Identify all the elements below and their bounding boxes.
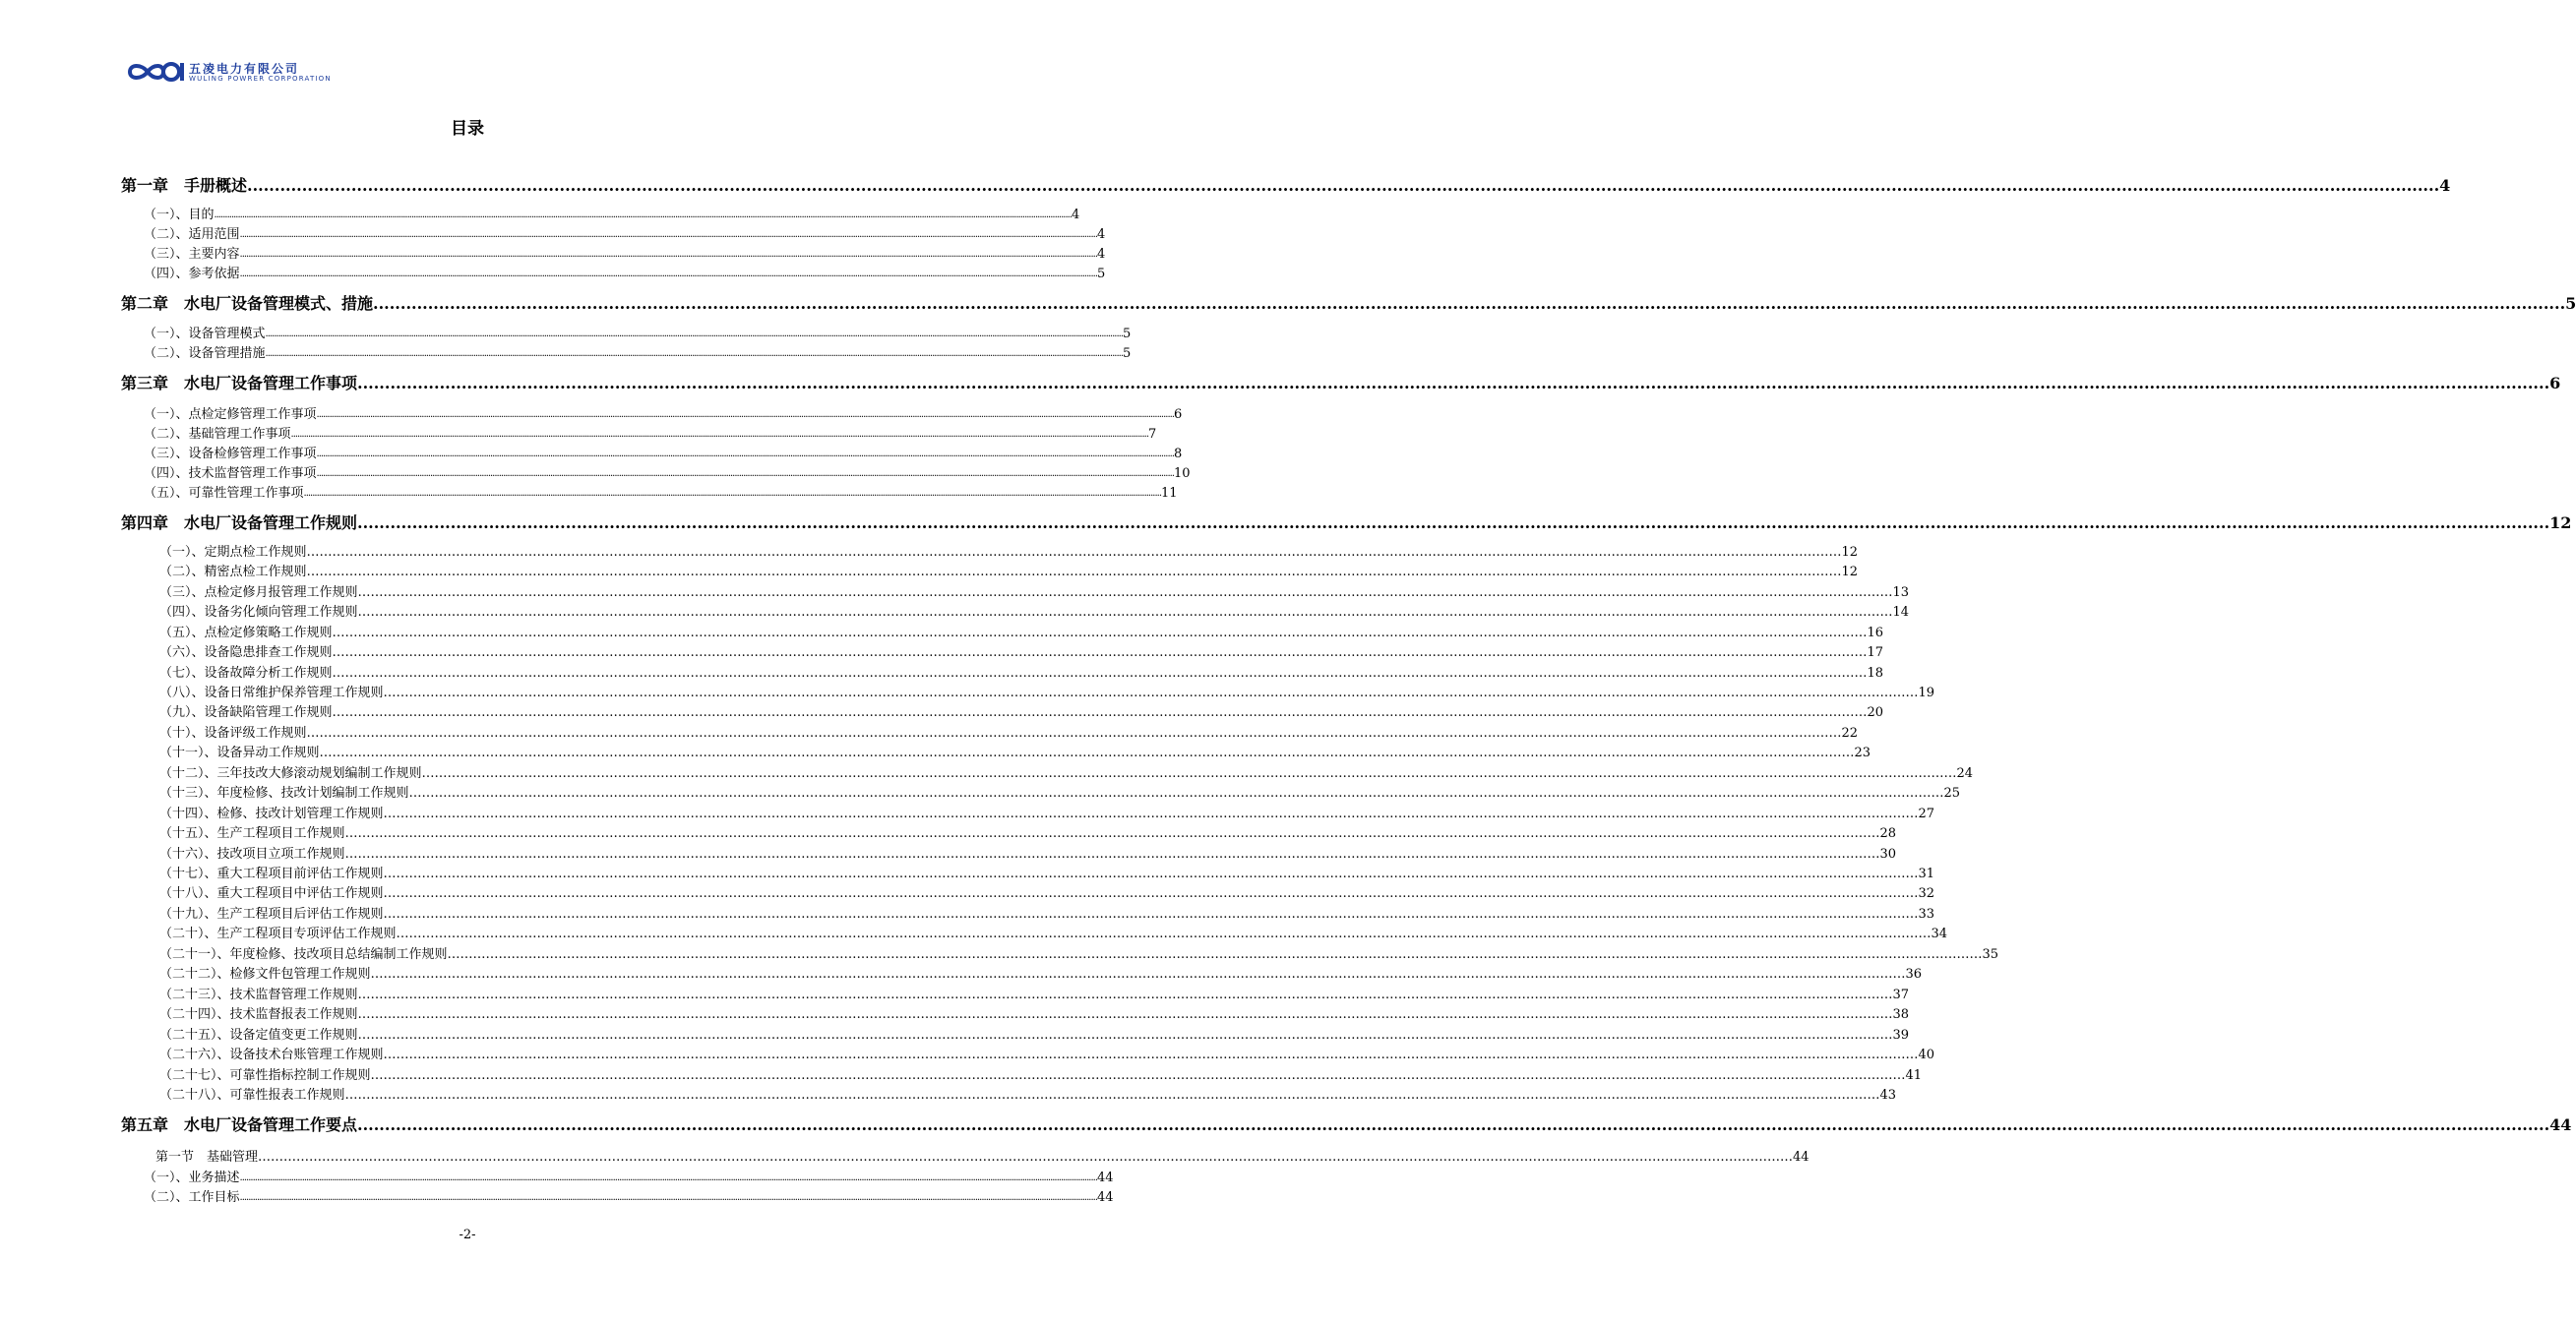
toc-entry-label: （十三）、年度检修、技改计划编制工作规则 [159, 786, 409, 801]
toc-entry-page: 4 [1097, 227, 1106, 242]
toc-entry[interactable] [121, 373, 2561, 394]
toc-leader-dots: ……………………………………………………………………………………………………………………………………………………………………………………………………………………………………………………………………………………………………………………………… [357, 605, 1893, 620]
toc-entry-label: （九）、设备缺陷管理工作规则 [159, 705, 333, 720]
toc-leader-dots: ……………………………………………………………………………………………………………………………………………………………………………………………………………………………………………………………………………………………………………………………… [258, 1150, 1794, 1165]
toc-entry[interactable] [144, 207, 1080, 224]
toc-entry-label: （十九）、生产工程项目后评估工作规则 [159, 907, 384, 922]
toc-entry-page: 37 [1892, 988, 1910, 1002]
toc-entry-page: 6 [1174, 407, 1183, 422]
toc-leader-dots: ................................................................................................................................................................................................................................................................................................................................................................................................................ [265, 329, 1123, 339]
toc-entry-label: （二十六）、设备技术台账管理工作规则 [159, 1048, 384, 1062]
toc-leader-dots: ……………………………………………………………………………………………………………………………………………………………………………………………………………………………………………………………………………………………………………………………… [357, 988, 1893, 1002]
toc-entry-label: （十八）、重大工程项目中评估工作规则 [159, 886, 384, 901]
toc-entry-label: （八）、设备日常维护保养管理工作规则 [159, 686, 384, 700]
toc-entry-page: 19 [1918, 686, 1935, 700]
toc-entry-page: 44 [1097, 1171, 1114, 1185]
toc-entry[interactable] [144, 1189, 1114, 1207]
toc-leader-dots: ……………………………………………………………………………………………………………………………………………………………………………………………………………………………………………………………………………………………………………………………… [344, 1088, 1880, 1103]
toc-entry-label: （二）、设备管理措施 [144, 346, 266, 361]
toc-entry[interactable] [159, 685, 1935, 702]
toc-entry-label: 第四章 水电厂设备管理工作规则 [121, 513, 358, 532]
toc-entry[interactable] [159, 1027, 1910, 1045]
toc-entry-label: （二）、适用范围 [144, 227, 240, 242]
toc-entry-page: 23 [1854, 746, 1871, 760]
toc-entry-label: （二十三）、技术监督管理工作规则 [159, 988, 358, 1002]
company-name-cn: 五凌电力有限公司 [189, 62, 300, 76]
toc-leader-dots: ……………………………………………………………………………………………………………………………………………………………………………………………………………………………………………………………………………………………………………………………… [383, 867, 1919, 881]
toc-entry[interactable] [159, 765, 1974, 783]
page-number: -2- [459, 1228, 476, 1242]
toc-leader-dots: ……………………………………………………………………………………………………………………………………………………………………………………………………………………………………………………………………………………………………………………………… [357, 1007, 1893, 1022]
toc-entry[interactable] [159, 665, 1884, 683]
toc-entry-label: （三）、设备检修管理工作事项 [144, 447, 317, 461]
toc-entry[interactable] [144, 465, 1191, 483]
toc-entry[interactable] [159, 745, 1871, 762]
toc-entry-label: （七）、设备故障分析工作规则 [159, 666, 333, 681]
toc-entry[interactable] [159, 906, 1935, 924]
toc-entry-page: 32 [1918, 886, 1935, 901]
toc-entry-label: （一）、点检定修管理工作事项 [144, 407, 317, 422]
toc-entry-page: 30 [1879, 847, 1897, 862]
toc-entry-label: （二十八）、可靠性报表工作规则 [159, 1088, 345, 1103]
toc-leader-dots: ................................................................................................................................................................................................................................................................................................................................................................................................................ [357, 513, 2550, 532]
toc-leader-dots: ……………………………………………………………………………………………………………………………………………………………………………………………………………………………………………………………………………………………………………………………… [357, 1028, 1893, 1043]
toc-leader-dots: ……………………………………………………………………………………………………………………………………………………………………………………………………………………………………………………………………………………………………………………………… [396, 927, 1932, 941]
toc-entry-page: 38 [1892, 1007, 1910, 1022]
toc-leader-dots: ................................................................................................................................................................................................................................................................................................................................................................................................................ [247, 176, 2440, 195]
toc-entry-page: 40 [1918, 1048, 1935, 1062]
toc-entry[interactable] [159, 644, 1884, 662]
toc-entry-label: （十六）、技改项目立项工作规则 [159, 847, 345, 862]
toc-entry[interactable] [159, 785, 1961, 803]
toc-entry-label: （二）、精密点检工作规则 [159, 565, 307, 579]
toc-entry-page: 7 [1148, 427, 1157, 442]
toc-entry[interactable] [144, 1170, 1114, 1187]
toc-entry[interactable] [159, 966, 1923, 984]
toc-entry-label: （二十）、生产工程项目专项评估工作规则 [159, 927, 397, 941]
toc-entry[interactable] [159, 604, 1910, 622]
toc-entry-page: 36 [1905, 967, 1923, 982]
toc-entry[interactable] [159, 846, 1897, 864]
toc-entry[interactable] [159, 825, 1897, 843]
toc-entry-label: （二十七）、可靠性指标控制工作规则 [159, 1068, 371, 1083]
toc-entry-page: 20 [1867, 705, 1884, 720]
toc-entry[interactable] [144, 485, 1178, 503]
toc-entry-page: 12 [1841, 545, 1859, 560]
toc-leader-dots: ……………………………………………………………………………………………………………………………………………………………………………………………………………………………………………………………………………………………………………………………… [383, 907, 1919, 922]
toc-leader-dots: ................................................................................................................................................................................................................................................................................................................................................................................................................ [303, 488, 1161, 499]
toc-entry[interactable] [121, 1114, 2572, 1136]
toc-leader-dots: ……………………………………………………………………………………………………………………………………………………………………………………………………………………………………………………………………………………………………………………………… [306, 565, 1842, 579]
toc-entry-label: （一）、定期点检工作规则 [159, 545, 307, 560]
toc-leader-dots: ................................................................................................................................................................................................................................................................................................................................................................................................................ [316, 468, 1174, 479]
toc-entry[interactable] [121, 512, 2572, 534]
toc-entry-label: （十二）、三年技改大修滚动规划编制工作规则 [159, 766, 422, 781]
toc-entry[interactable] [159, 544, 1859, 562]
toc-entry-page: 34 [1931, 927, 1948, 941]
toc-entry-page: 12 [1841, 565, 1859, 579]
toc-entry-label: （十四）、检修、技改计划管理工作规则 [159, 807, 384, 821]
toc-entry[interactable] [159, 1006, 1910, 1024]
toc-entry-label: （十七）、重大工程项目前评估工作规则 [159, 867, 384, 881]
toc-leader-dots: ……………………………………………………………………………………………………………………………………………………………………………………………………………………………………………………………………………………………………………………………… [306, 545, 1842, 560]
toc-entry-page: 39 [1892, 1028, 1910, 1043]
toc-entry-label: （五）、点检定修策略工作规则 [159, 626, 333, 640]
toc-entry-page: 11 [1161, 486, 1178, 501]
toc-entry-label: （一）、设备管理模式 [144, 327, 266, 341]
toc-entry-page: 5 [1097, 267, 1106, 281]
toc-entry[interactable] [144, 426, 1157, 444]
toc-leader-dots: ……………………………………………………………………………………………………………………………………………………………………………………………………………………………………………………………………………………………………………………………… [332, 626, 1868, 640]
toc-entry-page: 10 [1174, 466, 1191, 481]
toc-entry-label: 第一章 手册概述 [121, 176, 248, 195]
toc-entry[interactable] [159, 866, 1935, 883]
toc-entry[interactable] [159, 564, 1859, 581]
toc-leader-dots: ................................................................................................................................................................................................................................................................................................................................................................................................................ [214, 210, 1072, 220]
toc-leader-dots: ................................................................................................................................................................................................................................................................................................................................................................................................................ [373, 294, 2566, 313]
toc-entry[interactable] [159, 704, 1884, 722]
toc-leader-dots: ……………………………………………………………………………………………………………………………………………………………………………………………………………………………………………………………………………………………………………………………… [332, 645, 1868, 660]
toc-entry-page: 17 [1867, 645, 1884, 660]
toc-entry[interactable] [159, 987, 1910, 1004]
toc-title: 目录 [451, 119, 484, 139]
toc-entry[interactable] [159, 584, 1910, 602]
toc-leader-dots: ……………………………………………………………………………………………………………………………………………………………………………………………………………………………………………………………………………………………………………………………… [408, 786, 1944, 801]
toc-leader-dots: ................................................................................................................................................................................................................................................................................................................................................................................................................ [239, 229, 1097, 240]
toc-entry-label: （四）、参考依据 [144, 267, 240, 281]
toc-entry-page: 44 [2549, 1115, 2572, 1134]
toc-leader-dots: ……………………………………………………………………………………………………………………………………………………………………………………………………………………………………………………………………………………………………………………………… [344, 847, 1880, 862]
toc-leader-dots: ……………………………………………………………………………………………………………………………………………………………………………………………………………………………………………………………………………………………………………………………… [370, 1068, 1906, 1083]
toc-leader-dots: ……………………………………………………………………………………………………………………………………………………………………………………………………………………………………………………………………………………………………………………………… [306, 726, 1842, 741]
toc-entry-label: 第五章 水电厂设备管理工作要点 [121, 1115, 358, 1134]
toc-entry-page: 5 [1123, 327, 1132, 341]
toc-entry[interactable] [144, 226, 1106, 244]
toc-entry-page: 27 [1918, 807, 1935, 821]
toc-entry-page: 33 [1918, 907, 1935, 922]
toc-entry-page: 13 [1892, 585, 1910, 600]
toc-leader-dots: ................................................................................................................................................................................................................................................................................................................................................................................................................ [239, 1172, 1097, 1183]
toc-leader-dots: ……………………………………………………………………………………………………………………………………………………………………………………………………………………………………………………………………………………………………………………………… [421, 766, 1957, 781]
toc-entry-page: 14 [1892, 605, 1910, 620]
company-name-en: WULING POWRER CORPORATION [189, 75, 332, 83]
toc-entry-label: （三）、点检定修月报管理工作规则 [159, 585, 358, 600]
toc-leader-dots: ……………………………………………………………………………………………………………………………………………………………………………………………………………………………………………………………………………………………………………………………… [319, 746, 1855, 760]
toc-leader-dots: ……………………………………………………………………………………………………………………………………………………………………………………………………………………………………………………………………………………………………………………………… [383, 686, 1919, 700]
toc-leader-dots: ……………………………………………………………………………………………………………………………………………………………………………………………………………………………………………………………………………………………………………………………… [370, 967, 1906, 982]
toc-entry-label: （六）、设备隐患排查工作规则 [159, 645, 333, 660]
toc-entry-label: （二十二）、检修文件包管理工作规则 [159, 967, 371, 982]
toc-entry-label: （二）、工作目标 [144, 1190, 240, 1205]
toc-leader-dots: ……………………………………………………………………………………………………………………………………………………………………………………………………………………………………………………………………………………………………………………………… [332, 705, 1868, 720]
toc-entry[interactable] [159, 725, 1859, 743]
toc-entry-label: （三）、主要内容 [144, 247, 240, 262]
toc-leader-dots: ……………………………………………………………………………………………………………………………………………………………………………………………………………………………………………………………………………………………………………………………… [383, 1048, 1919, 1062]
toc-entry[interactable] [144, 246, 1106, 264]
toc-entry-page: 4 [1072, 208, 1080, 222]
toc-entry-page: 41 [1905, 1068, 1923, 1083]
toc-entry[interactable] [159, 1047, 1935, 1064]
toc-entry-label: （一）、目的 [144, 208, 215, 222]
toc-leader-dots: ……………………………………………………………………………………………………………………………………………………………………………………………………………………………………………………………………………………………………………………………… [332, 666, 1868, 681]
toc-entry-page: 5 [1123, 346, 1132, 361]
toc-entry-page: 35 [1982, 947, 1999, 962]
toc-leader-dots: ................................................................................................................................................................................................................................................................................................................................................................................................................ [265, 348, 1123, 359]
toc-entry-label: （二）、基础管理工作事项 [144, 427, 291, 442]
toc-entry-page: 43 [1879, 1088, 1897, 1103]
toc-entry-label: （十）、设备评级工作规则 [159, 726, 307, 741]
toc-leader-dots: ……………………………………………………………………………………………………………………………………………………………………………………………………………………………………………………………………………………………………………………………… [344, 826, 1880, 841]
toc-entry-label: （二十一）、年度检修、技改项目总结编制工作规则 [159, 947, 448, 962]
toc-entry[interactable] [159, 926, 1948, 943]
wuling-logo-icon [124, 59, 185, 85]
toc-leader-dots: ……………………………………………………………………………………………………………………………………………………………………………………………………………………………………………………………………………………………………………………………… [447, 947, 1983, 962]
toc-entry-label: （二十四）、技术监督报表工作规则 [159, 1007, 358, 1022]
toc-entry[interactable] [121, 175, 2451, 197]
toc-entry-page: 18 [1867, 666, 1884, 681]
toc-entry-page: 12 [2549, 513, 2572, 532]
toc-entry[interactable] [121, 293, 2576, 315]
toc-entry-page: 16 [1867, 626, 1884, 640]
company-logo [124, 59, 331, 87]
toc-entry-label: （十五）、生产工程项目工作规则 [159, 826, 345, 841]
toc-entry-page: 6 [2549, 374, 2561, 392]
toc-entry-label: （四）、技术监督管理工作事项 [144, 466, 317, 481]
toc-leader-dots: ................................................................................................................................................................................................................................................................................................................................................................................................................ [357, 374, 2550, 392]
toc-entry-page: 8 [1174, 447, 1183, 461]
toc-entry-page: 24 [1956, 766, 1974, 781]
toc-entry[interactable] [144, 266, 1106, 283]
toc-entry-label: 第二章 水电厂设备管理模式、措施 [121, 294, 374, 313]
toc-entry[interactable] [144, 406, 1183, 424]
toc-entry-page: 22 [1841, 726, 1859, 741]
toc-entry-label: （一）、业务描述 [144, 1171, 240, 1185]
toc-entry[interactable] [159, 1067, 1923, 1085]
toc-entry-label: （二十五）、设备定值变更工作规则 [159, 1028, 358, 1043]
toc-leader-dots: ................................................................................................................................................................................................................................................................................................................................................................................................................ [316, 449, 1174, 459]
toc-entry[interactable] [144, 446, 1183, 463]
toc-leader-dots: ................................................................................................................................................................................................................................................................................................................................................................................................................ [357, 1115, 2550, 1134]
toc-entry[interactable] [144, 345, 1132, 363]
toc-entry-label: 第一节 基础管理 [155, 1150, 259, 1165]
toc-entry-page: 25 [1943, 786, 1961, 801]
toc-entry-page: 44 [1097, 1190, 1114, 1205]
toc-entry-page: 31 [1918, 867, 1935, 881]
toc-leader-dots: ................................................................................................................................................................................................................................................................................................................................................................................................................ [239, 1192, 1097, 1203]
toc-leader-dots: ……………………………………………………………………………………………………………………………………………………………………………………………………………………………………………………………………………………………………………………………… [383, 886, 1919, 901]
toc-entry[interactable] [144, 326, 1132, 343]
toc-entry[interactable] [159, 1087, 1897, 1105]
toc-entry-label: （四）、设备劣化倾向管理工作规则 [159, 605, 358, 620]
toc-leader-dots: ................................................................................................................................................................................................................................................................................................................................................................................................................ [239, 269, 1097, 279]
toc-entry[interactable] [159, 625, 1884, 642]
toc-leader-dots: ................................................................................................................................................................................................................................................................................................................................................................................................................ [316, 409, 1174, 420]
toc-leader-dots: ……………………………………………………………………………………………………………………………………………………………………………………………………………………………………………………………………………………………………………………………… [357, 585, 1893, 600]
toc-entry-page: 4 [2439, 176, 2451, 195]
toc-entry-page: 44 [1793, 1150, 1809, 1165]
toc-entry-label: （五）、可靠性管理工作事项 [144, 486, 304, 501]
toc-entry[interactable] [159, 806, 1935, 823]
toc-entry[interactable] [159, 946, 1999, 964]
toc-entry[interactable] [155, 1149, 1809, 1167]
toc-entry-label: （十一）、设备异动工作规则 [159, 746, 320, 760]
toc-entry-page: 4 [1097, 247, 1106, 262]
toc-leader-dots: ................................................................................................................................................................................................................................................................................................................................................................................................................ [239, 249, 1097, 260]
toc-entry-page: 5 [2565, 294, 2576, 313]
toc-leader-dots: ……………………………………………………………………………………………………………………………………………………………………………………………………………………………………………………………………………………………………………………………… [383, 807, 1919, 821]
toc-entry-page: 28 [1879, 826, 1897, 841]
toc-entry[interactable] [159, 885, 1935, 903]
toc-entry-label: 第三章 水电厂设备管理工作事项 [121, 374, 358, 392]
toc-leader-dots: ................................................................................................................................................................................................................................................................................................................................................................................................................ [290, 429, 1148, 440]
